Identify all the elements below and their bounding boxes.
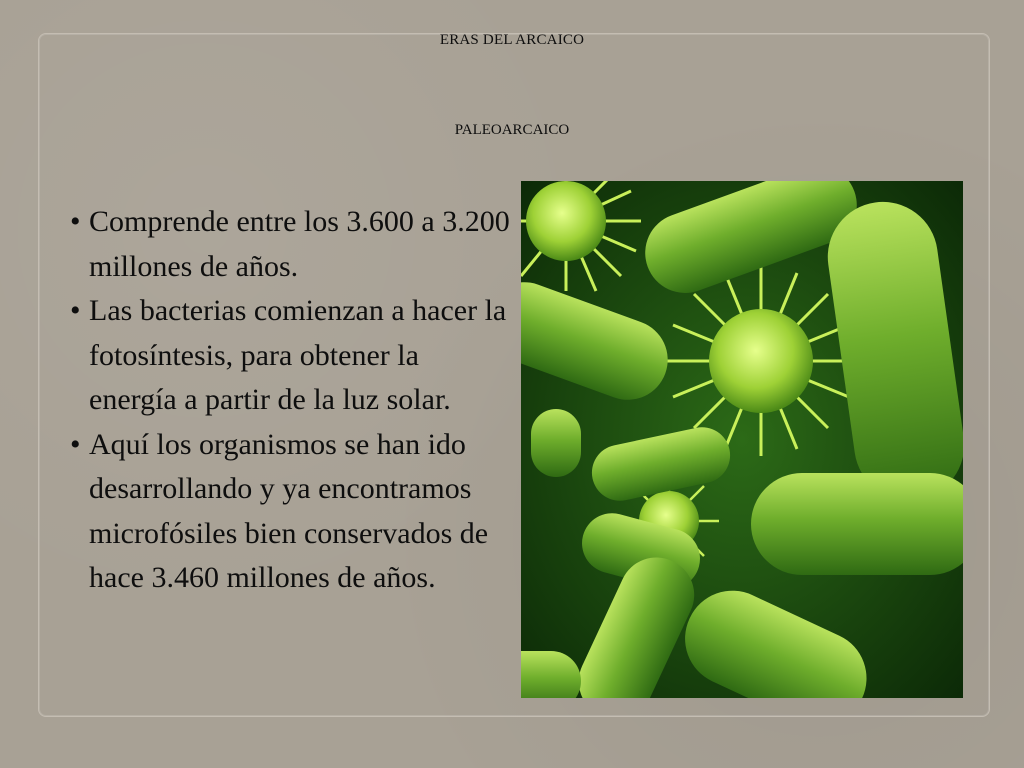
bullet-text: Las bacterias comienzan a hacer la fotosíntesis, para obtener la energía a partir de la luz solar. — [89, 294, 507, 416]
bacteria-illustration — [521, 181, 963, 698]
slide-subtitle: PALEOARCAICO — [454, 122, 570, 138]
bacteria-image — [521, 181, 963, 698]
slide-title: ERAS DEL ARCAICO — [439, 32, 585, 48]
bullet-item — [70, 423, 510, 601]
bullet-text: Comprende entre los 3.600 a 3.200 millones de años. — [89, 205, 510, 283]
bullet-item — [70, 289, 510, 423]
bullet-icon: • — [70, 205, 81, 238]
bullet-icon: • — [70, 427, 81, 461]
bacterium-shape — [531, 409, 581, 477]
bullet-list — [70, 200, 510, 601]
bullet-icon: • — [70, 294, 81, 327]
bullet-text: Aquí los organismos se han ido desarrollando y ya encontramos microfósiles bien conservados de hace 3.460 millones de años. — [89, 427, 489, 594]
bacterium-shape — [751, 473, 963, 575]
virus-shape — [666, 266, 856, 456]
bullet-item — [70, 200, 510, 289]
